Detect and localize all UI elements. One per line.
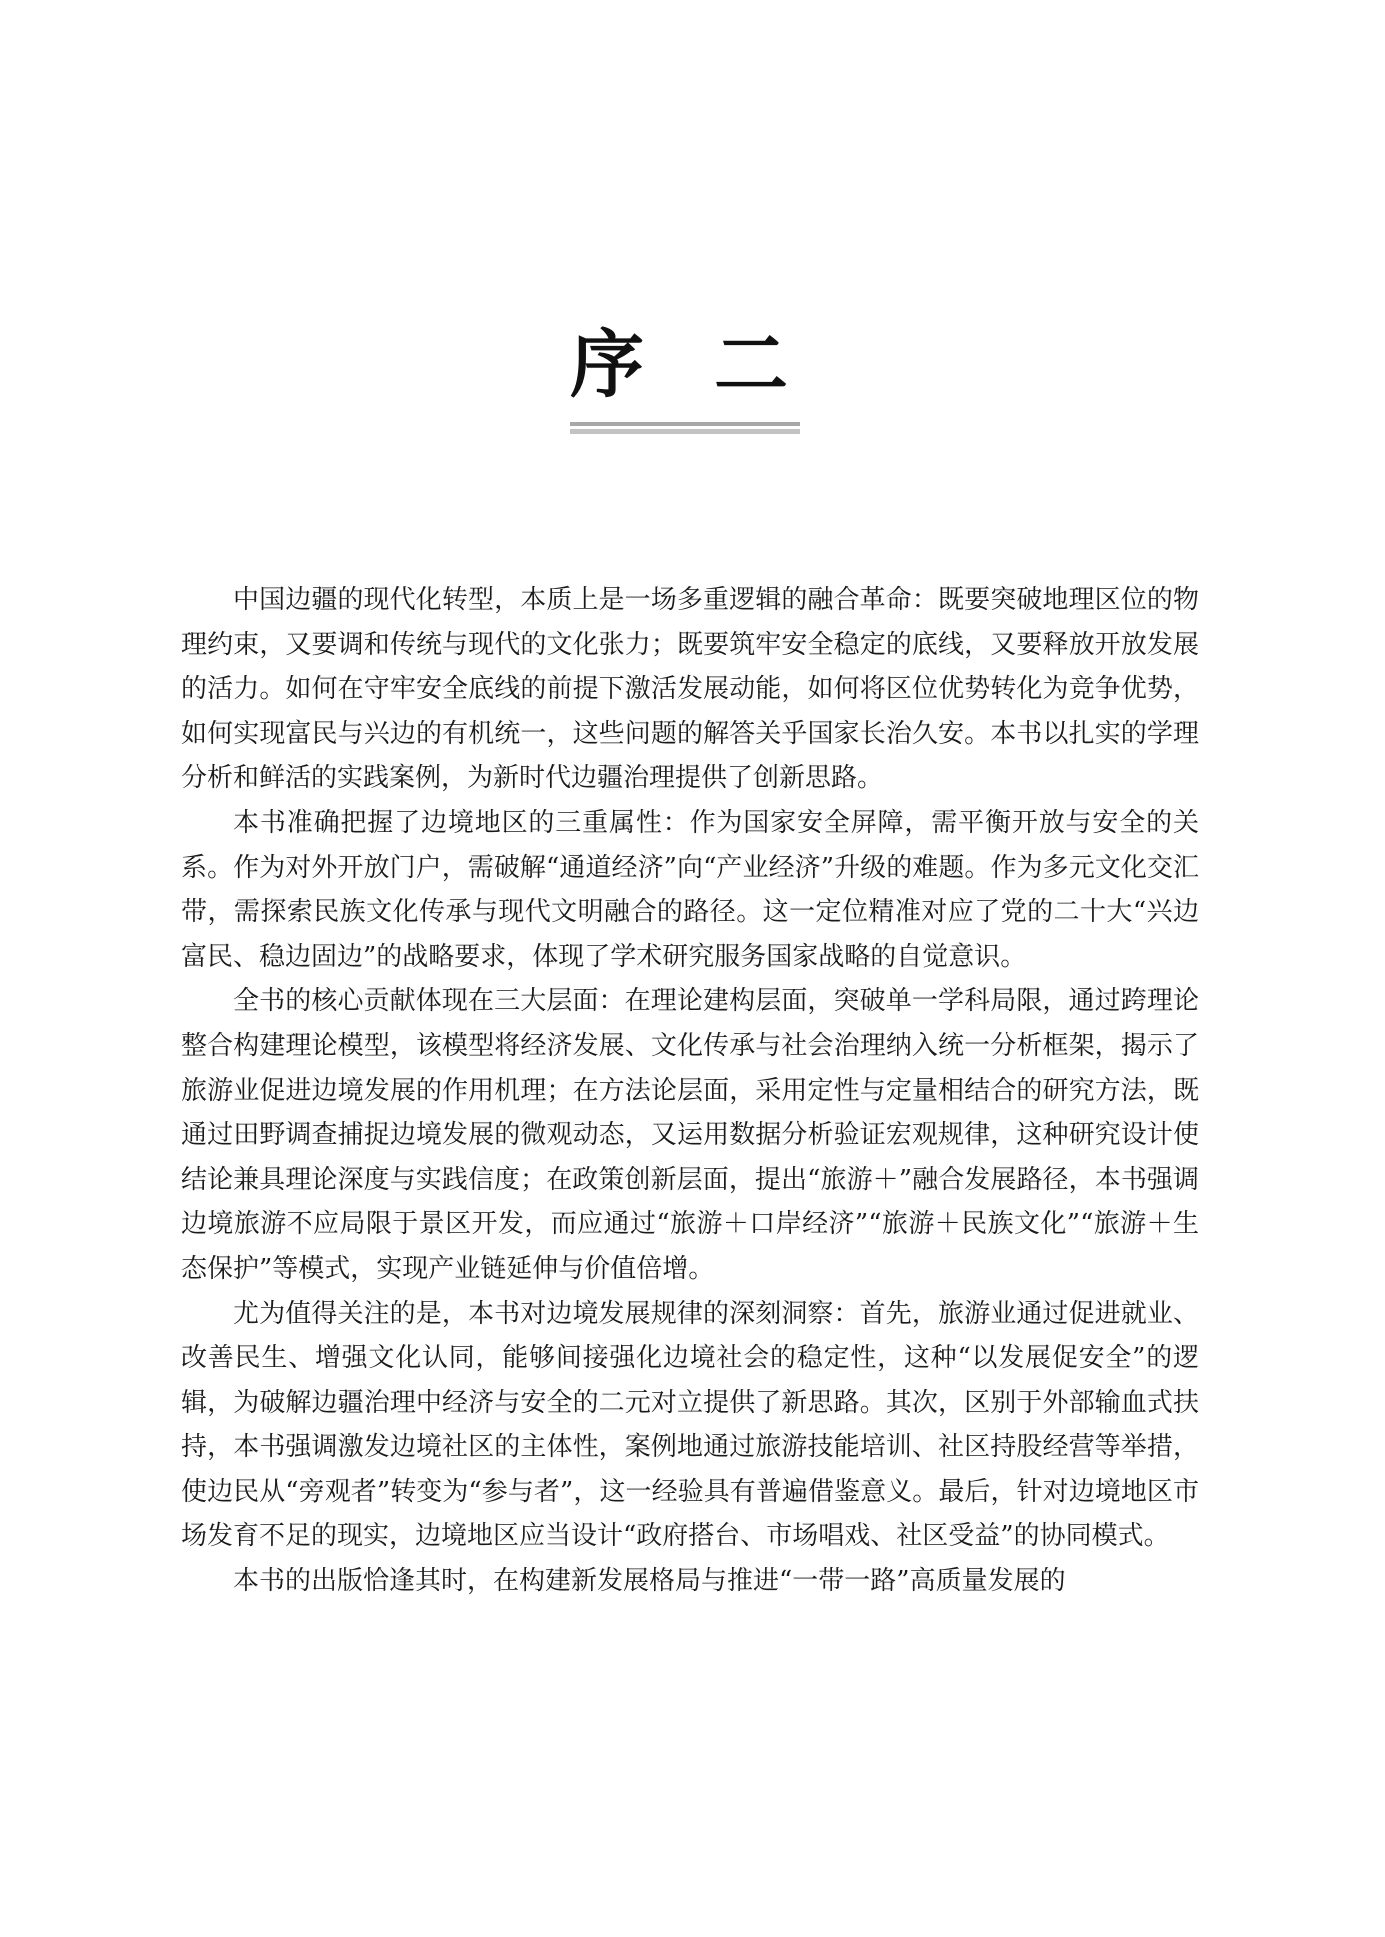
title-underline-lower <box>570 429 800 434</box>
chapter-heading <box>570 320 858 434</box>
paragraph-3: 全书的核心贡献体现在三大层面：在理论建构层面，突破单一学科局限，通过跨理论整合构建理论模型，该模型将经济发展、文化传承与社会治理纳入统一分析框架，揭示了旅游业促进边境发展的作用机理；在方法论层面，采用定性与定量相结合的研究方法，既通过田野调查捕捉边境发展的微观动态，又运用数据分析验证宏观规律，这种研究设计使结论兼具理论深度与实践信度；在政策创新层面，提出“旅游＋”融合发展路径，本书强调边境旅游不应局限于景区开发，而应通过“旅游＋口岸经济”“旅游＋民族文化”“旅游＋生态保护”等模式，实现产业链延伸与价值倍增。 <box>181 986 1199 1284</box>
paragraph-5: 本书的出版恰逢其时，在构建新发展格局与推进“一带一路”高质量发展的 <box>233 1566 1066 1597</box>
title-underline <box>570 422 800 434</box>
title-underline-upper <box>570 422 800 426</box>
chapter-title: 序二 <box>570 322 858 408</box>
paragraph-1: 中国边疆的现代化转型，本质上是一场多重逻辑的融合革命：既要突破地理区位的物理约束，又要调和传统与现代的文化张力；既要筑牢安全稳定的底线，又要释放开放发展的活力。如何在守牢安全底线的前提下激活发展动能，如何将区位优势转化为竞争优势，如何实现富民与兴边的有机统一，这些问题的解答关乎国家长治久安。本书以扎实的学理分析和鲜活的实践案例，为新时代边疆治理提供了创新思路。 <box>181 585 1199 794</box>
paragraph-2: 本书准确把握了边境地区的三重属性：作为国家安全屏障，需平衡开放与安全的关系。作为对外开放门户，需破解“通道经济”向“产业经济”升级的难题。作为多元文化交汇带，需探索民族文化传承与现代文明融合的路径。这一定位精准对应了党的二十大“兴边富民、稳边固边”的战略要求，体现了学术研究服务国家战略的自觉意识。 <box>181 807 1199 972</box>
paragraph-4: 尤为值得关注的是，本书对边境发展规律的深刻洞察：首先，旅游业通过促进就业、改善民生、增强文化认同，能够间接强化边境社会的稳定性，这种“以发展促安全”的逻辑，为破解边疆治理中经济与安全的二元对立提供了新思路。其次，区别于外部输血式扶持，本书强调激发边境社区的主体性，案例地通过旅游技能培训、社区持股经营等举措，使边民从“旁观者”转变为“参与者”，这一经验具有普遍借鉴意义。最后，针对边境地区市场发育不足的现实，边境地区应当设计“政府搭台、市场唱戏、社区受益”的协同模式。 <box>181 1298 1199 1552</box>
body-text <box>181 578 1199 1604</box>
